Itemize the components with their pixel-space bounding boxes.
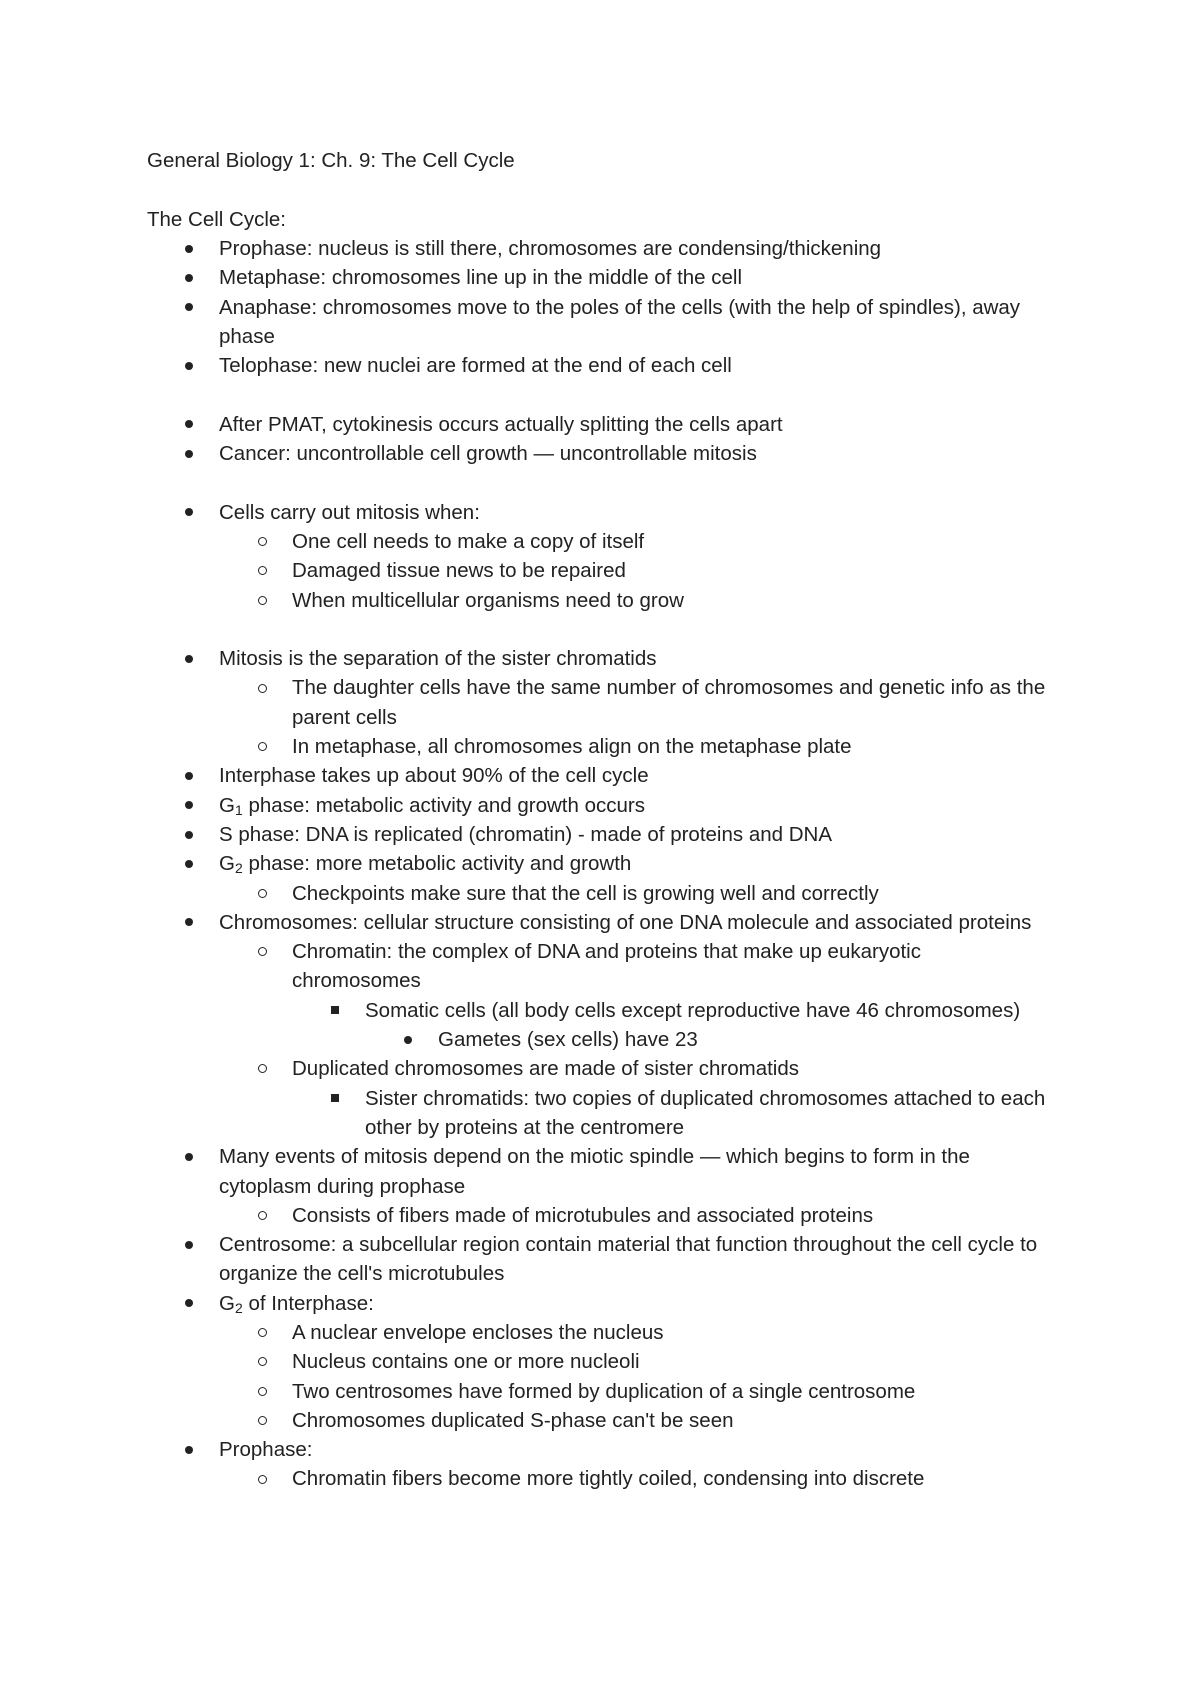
list-item-text: Checkpoints make sure that the cell is growing well and correctly — [292, 881, 879, 905]
blank-line — [0, 380, 1200, 409]
filled-bullet-icon — [182, 1230, 196, 1259]
list-item-text: Consists of fibers made of microtubules and associated proteins — [292, 1203, 874, 1227]
list-item — [0, 791, 1200, 820]
hollow-bullet-icon — [255, 1377, 269, 1406]
list-item — [0, 1318, 1200, 1347]
hollow-bullet-icon — [255, 937, 269, 966]
list-item-text: Interphase takes up about 90% of the cell cycle — [219, 764, 649, 788]
list-item — [0, 732, 1200, 761]
list-item — [0, 410, 1200, 439]
list-item — [0, 879, 1200, 908]
list-item — [0, 293, 1200, 352]
hollow-bullet-icon — [255, 1054, 269, 1083]
list-item-subscript: 2 — [234, 1299, 243, 1316]
filled-bullet-icon — [182, 820, 196, 849]
list-item-text: One cell needs to make a copy of itself — [292, 529, 645, 553]
list-item — [0, 996, 1200, 1025]
section-heading: The Cell Cycle: — [147, 208, 286, 231]
list-item-text — [219, 1289, 1050, 1318]
hollow-bullet-icon — [255, 879, 269, 908]
list-item — [0, 1464, 1200, 1493]
list-item — [0, 820, 1200, 849]
list-item — [0, 644, 1200, 673]
list-item-prefix: G — [219, 1291, 235, 1315]
list-item — [0, 937, 1200, 996]
list-item-text: In metaphase, all chromosomes align on the metaphase plate — [292, 735, 852, 759]
filled-bullet-icon — [182, 263, 196, 292]
hollow-bullet-icon — [255, 1406, 269, 1435]
list-item-text: Gametes (sex cells) have 23 — [438, 1028, 698, 1052]
list-item-text: Chromosomes: cellular structure consisting of one DNA molecule and associated proteins — [219, 910, 1032, 934]
filled-bullet-icon — [182, 439, 196, 468]
square-bullet-icon — [328, 996, 342, 1025]
blank-line — [0, 615, 1200, 644]
list-item-text: Sister chromatids: two copies of duplicated chromosomes attached to each other by proteins at the centromere — [365, 1086, 1046, 1139]
list-item-rest: phase: more metabolic activity and growth — [242, 852, 632, 876]
hollow-bullet-icon — [255, 732, 269, 761]
list-item — [0, 527, 1200, 556]
list-item-text: The daughter cells have the same number of chromosomes and genetic info as the parent cells — [292, 676, 1046, 729]
filled-bullet-icon — [182, 410, 196, 439]
list-item — [0, 1347, 1200, 1376]
list-item-text: S phase: DNA is replicated (chromatin) - made of proteins and DNA — [219, 822, 832, 846]
list-item — [0, 1289, 1200, 1318]
list-item-text: Mitosis is the separation of the sister chromatids — [219, 647, 657, 671]
hollow-bullet-icon — [255, 586, 269, 615]
filled-bullet-icon — [182, 644, 196, 673]
hollow-bullet-icon — [255, 1347, 269, 1376]
filled-bullet-icon — [182, 1289, 196, 1318]
list-item — [0, 908, 1200, 937]
list-item-text: Metaphase: chromosomes line up in the middle of the cell — [219, 266, 743, 290]
filled-bullet-icon — [182, 498, 196, 527]
list-item — [0, 439, 1200, 468]
list-item-text: After PMAT, cytokinesis occurs actually splitting the cells apart — [219, 412, 783, 436]
list-item-text: Chromatin fibers become more tightly coiled, condensing into discrete — [292, 1467, 925, 1491]
list-item — [0, 673, 1200, 732]
filled-bullet-icon — [401, 1025, 415, 1054]
list-item — [0, 1230, 1200, 1289]
list-item-text: Prophase: nucleus is still there, chromosomes are condensing/thickening — [219, 237, 882, 260]
list-item-text: Duplicated chromosomes are made of sister chromatids — [292, 1057, 800, 1081]
filled-bullet-icon — [182, 234, 196, 263]
list-item-rest: phase: metabolic activity and growth occurs — [242, 793, 645, 817]
filled-bullet-icon — [182, 1435, 196, 1464]
list-item-text: A nuclear envelope encloses the nucleus — [292, 1320, 664, 1344]
list-item-text: Centrosome: a subcellular region contain material that function throughout the cell cycle to organize the cell's microtubules — [219, 1233, 1038, 1286]
list-item-text: Damaged tissue news to be repaired — [292, 559, 626, 583]
list-item-text: Chromatin: the complex of DNA and proteins that make up eukaryotic chromosomes — [292, 940, 921, 993]
list-item — [0, 263, 1200, 292]
filled-bullet-icon — [182, 761, 196, 790]
hollow-bullet-icon — [255, 673, 269, 702]
blank-line — [0, 468, 1200, 497]
list-item-subscript: 1 — [234, 801, 243, 818]
list-item — [0, 556, 1200, 585]
hollow-bullet-icon — [255, 527, 269, 556]
list-item-rest: of Interphase: — [242, 1291, 374, 1315]
list-item — [0, 498, 1200, 527]
list-item — [0, 1025, 1200, 1054]
list-item-prefix: G — [219, 793, 235, 817]
filled-bullet-icon — [182, 351, 196, 380]
list-item-text: Somatic cells (all body cells except reproductive have 46 chromosomes) — [365, 998, 1021, 1022]
list-item — [0, 1084, 1200, 1143]
hollow-bullet-icon — [255, 1464, 269, 1493]
list-item — [0, 1406, 1200, 1435]
list-item — [0, 586, 1200, 615]
filled-bullet-icon — [182, 293, 196, 322]
list-item — [0, 234, 1200, 263]
list-item — [0, 1142, 1200, 1201]
list-item — [0, 1054, 1200, 1083]
list-item-text: Anaphase: chromosomes move to the poles of the cells (with the help of spindles), away phase — [219, 295, 1021, 348]
document-title: General Biology 1: Ch. 9: The Cell Cycle — [147, 149, 515, 172]
list-item — [0, 1201, 1200, 1230]
list-item-text: Nucleus contains one or more nucleoli — [292, 1350, 640, 1374]
list-item-prefix: G — [219, 852, 235, 876]
bullet-list — [0, 234, 1200, 1494]
square-bullet-icon — [328, 1084, 342, 1113]
filled-bullet-icon — [182, 849, 196, 878]
filled-bullet-icon — [182, 791, 196, 820]
list-item-text: Prophase: — [219, 1438, 313, 1462]
list-item — [0, 849, 1200, 878]
list-item — [0, 1377, 1200, 1406]
list-item-subscript: 2 — [234, 860, 243, 877]
list-item-text: Cells carry out mitosis when: — [219, 500, 480, 524]
list-item-text: Chromosomes duplicated S-phase can't be seen — [292, 1408, 734, 1432]
hollow-bullet-icon — [255, 556, 269, 585]
filled-bullet-icon — [182, 908, 196, 937]
hollow-bullet-icon — [255, 1318, 269, 1347]
hollow-bullet-icon — [255, 1201, 269, 1230]
list-item-text — [219, 791, 1050, 820]
list-item-text — [219, 849, 1050, 878]
list-item — [0, 351, 1200, 380]
list-item-text: Many events of mitosis depend on the miotic spindle — which begins to form in the cytoplasm during prophase — [219, 1145, 970, 1198]
filled-bullet-icon — [182, 1142, 196, 1171]
list-item — [0, 761, 1200, 790]
list-item-text: Two centrosomes have formed by duplication of a single centrosome — [292, 1379, 916, 1403]
list-item — [0, 1435, 1200, 1464]
list-item-text: Cancer: uncontrollable cell growth — uncontrollable mitosis — [219, 442, 757, 466]
list-item-text: When multicellular organisms need to grow — [292, 588, 684, 612]
list-item-text: Telophase: new nuclei are formed at the end of each cell — [219, 354, 732, 378]
